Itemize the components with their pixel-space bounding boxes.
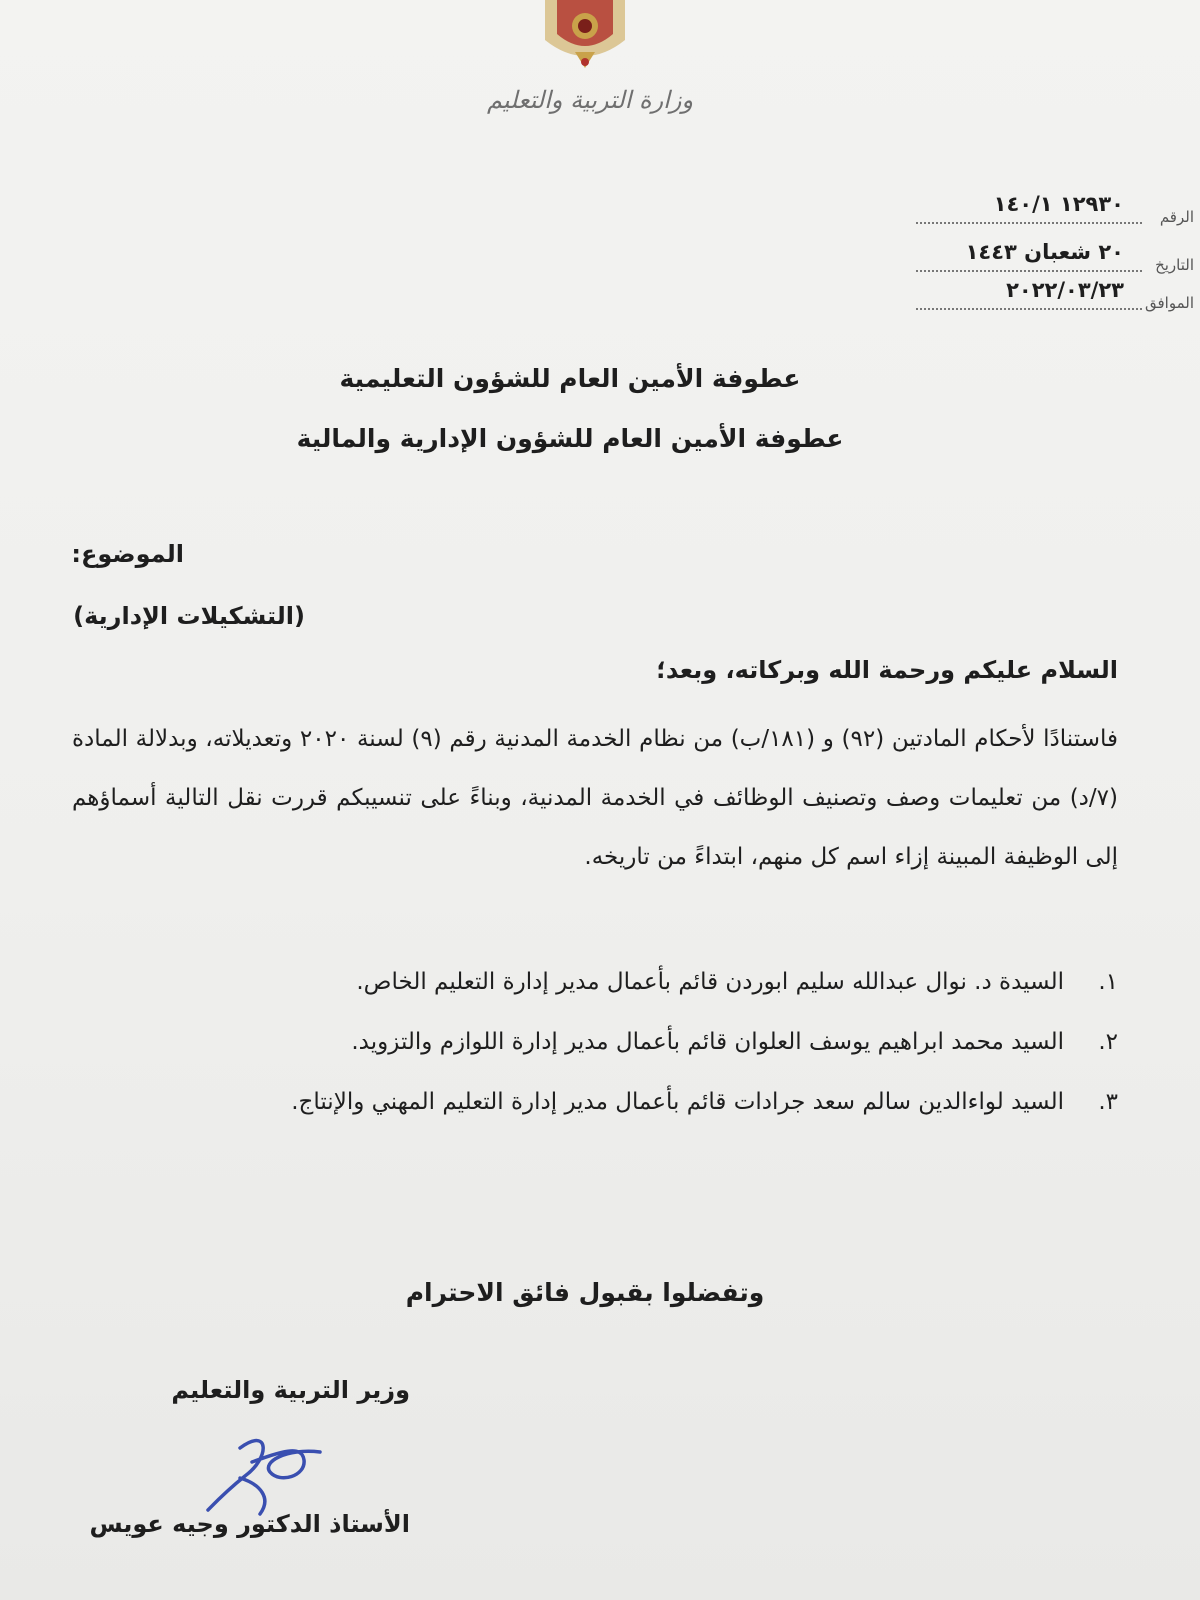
reference-number-value: ١٢٩٣٠ ١٤٠/١ bbox=[993, 192, 1124, 216]
subject-label: الموضوع: bbox=[71, 540, 184, 568]
hijri-date-row bbox=[910, 234, 1200, 274]
hijri-date-value: ٢٠ شعبان ١٤٤٣ bbox=[965, 240, 1124, 264]
gregorian-date-row bbox=[910, 272, 1200, 312]
subject-text: (التشكيلات الإدارية) bbox=[73, 602, 305, 630]
greeting: السلام عليكم ورحمة الله وبركاته، وبعد؛ bbox=[656, 656, 1118, 684]
item-text: السيد لواءالدين سالم سعد جرادات قائم بأعمال مدير إدارة التعليم المهني والإنتاج. bbox=[291, 1089, 1064, 1115]
handwritten-signature-icon bbox=[200, 1418, 330, 1518]
item-number: ١. bbox=[1098, 969, 1118, 995]
appointments-list bbox=[58, 952, 1118, 1132]
item-text: السيد محمد ابراهيم يوسف العلوان قائم بأعمال مدير إدارة اللوازم والتزويد. bbox=[351, 1029, 1064, 1055]
closing-line: وتفضلوا بقبول فائق الاحترام bbox=[405, 1278, 765, 1307]
signer-title: وزير التربية والتعليم bbox=[171, 1376, 410, 1404]
addressee-1: عطوفة الأمين العام للشؤون التعليمية bbox=[339, 364, 801, 393]
signer-name: الأستاذ الدكتور وجيه عويس bbox=[89, 1510, 410, 1538]
item-text: السيدة د. نوال عبدالله سليم ابوردن قائم بأعمال مدير إدارة التعليم الخاص. bbox=[356, 969, 1064, 995]
dotted-line bbox=[916, 308, 1142, 310]
list-item bbox=[58, 1012, 1118, 1072]
ministry-name: وزارة التربية والتعليم bbox=[486, 86, 694, 114]
jordan-coat-of-arms-icon bbox=[535, 0, 635, 72]
body-paragraph: فاستنادًا لأحكام المادتين (٩٢) و (١٨١/ب) من نظام الخدمة المدنية رقم (٩) لسنة ٢٠٢٠ وتعديلاته، وبدلالة المادة (٧/د) من تعليمات وصف وتصنيف الوظائف في الخدمة المدنية، وبناءً على تنسيبكم قررت نقل التالية أسماؤهم إلى الوظيفة المبينة إزاء اسم كل منهم، ابتداءً من تاريخه. bbox=[72, 726, 1118, 870]
item-number: ٢. bbox=[1098, 1029, 1118, 1055]
gregorian-date-value: ٢٠٢٢/٠٣/٢٣ bbox=[1006, 278, 1124, 302]
list-item bbox=[58, 1072, 1118, 1132]
date-label: التاريخ bbox=[1155, 256, 1194, 274]
reference-number-row bbox=[910, 186, 1200, 226]
addressee-2: عطوفة الأمين العام للشؤون الإدارية والمالية bbox=[296, 424, 844, 453]
item-number: ٣. bbox=[1098, 1089, 1118, 1115]
reference-number-label: الرقم bbox=[1159, 208, 1194, 226]
list-item bbox=[58, 952, 1118, 1012]
gregorian-label: الموافق bbox=[1144, 294, 1194, 312]
dotted-line bbox=[916, 222, 1142, 224]
